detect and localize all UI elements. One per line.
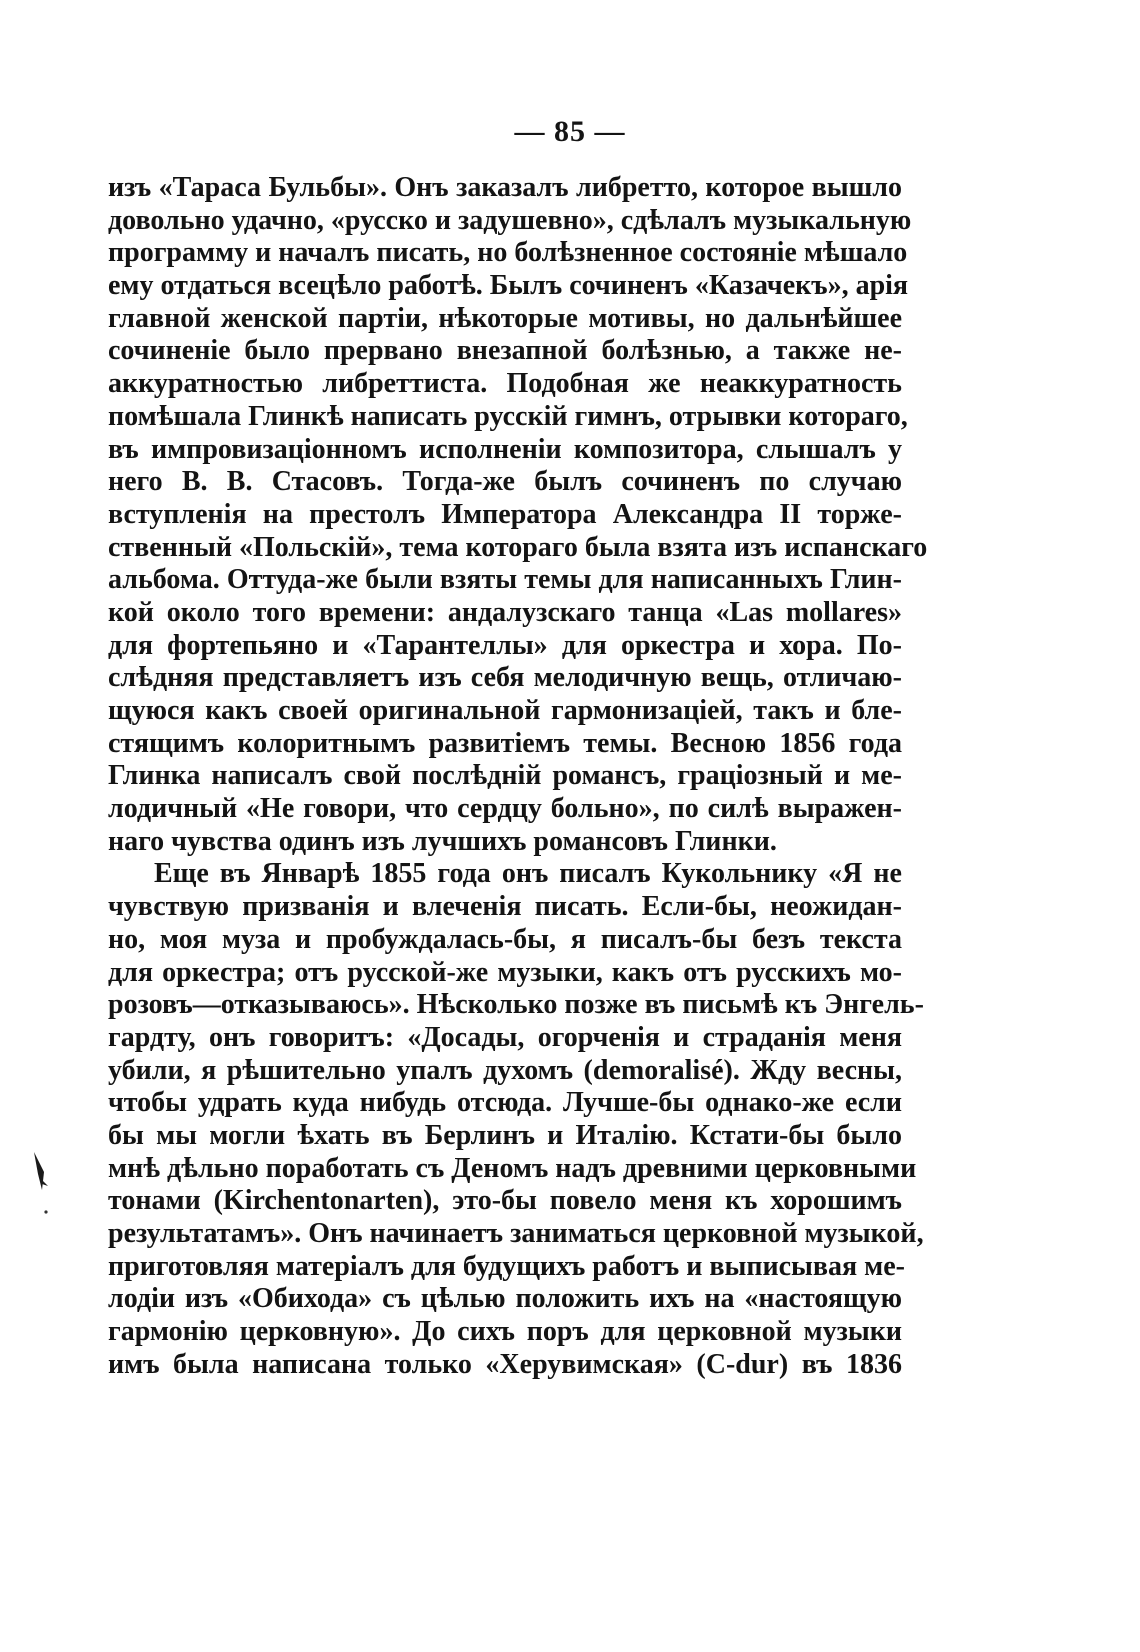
text-line: убили, я рѣшительно упалъ духомъ (demoralisé). Жду весны,: [108, 1054, 902, 1086]
margin-mark-icon: [30, 1150, 60, 1216]
text-line: довольно удачно, «русско и задушевно», сдѣлалъ музыкальную: [108, 204, 912, 236]
page-number: — 85 —: [514, 115, 626, 148]
text-line: гармонiю церковную». До сихъ поръ для церковной музыки: [108, 1316, 902, 1348]
text-line: стящимъ колоритнымъ развитiемъ темы. Весною 1856 года: [108, 727, 902, 759]
text-line: ему отдаться всецѣло работѣ. Былъ сочиненъ «Казачекъ», арiя: [108, 270, 909, 302]
text-line: чтобы удрать куда нибудь отсюда. Лучше-бы однако-же если: [108, 1087, 902, 1119]
text-line: кой около того времени: андалузскаго танца «Las mollares»: [108, 596, 902, 628]
text-line: мнѣ дѣльно поработать съ Деномъ надъ древними церковными: [108, 1152, 917, 1184]
text-line: аккуратностью либреттиста. Подобная же неаккуратность: [108, 368, 902, 400]
text-line: него В. В. Стасовъ. Тогда-же былъ сочиненъ по случаю: [108, 466, 902, 498]
text-line: гардту, онъ говоритъ: «Досады, огорченiя и страданiя меня: [108, 1021, 902, 1053]
text-line: Глинка написалъ свой послѣднiй романсъ, грацiозный и ме-: [108, 760, 902, 792]
text-line: для фортепьяно и «Тарантеллы» для оркестра и хора. По-: [108, 629, 902, 661]
text-line: для оркестра; отъ русской-же музыки, какъ отъ русскихъ мо-: [108, 956, 902, 988]
text-line: главной женской партiи, нѣкоторые мотивы, но дальнѣйшее: [108, 302, 902, 334]
text-line: результатамъ». Онъ начинаетъ заниматься церковной музыкой,: [108, 1218, 924, 1249]
text-line: щуюся какъ своей оригинальной гармонизацiей, такъ и бле-: [108, 695, 902, 726]
text-line: бы мы могли ѣхать въ Берлинъ и Италiю. Кстати-бы было: [108, 1119, 902, 1151]
body-text: [108, 172, 928, 1381]
text-line: сочиненiе было прервано внезапной болѣзнью, а также не-: [108, 335, 902, 367]
text-line: слѣдняя представляетъ изъ себя мелодичную вещь, отличаю-: [108, 662, 902, 694]
text-line: лодiи изъ «Обихода» съ цѣлью положить ихъ на «настоящую: [108, 1283, 902, 1315]
text-line: приготовляя матерiалъ для будущихъ работъ и выписывая ме-: [108, 1250, 905, 1282]
text-line: чувствую призванiя и влеченiя писать. Если-бы, неожидан-: [108, 891, 902, 923]
text-line: но, моя муза и пробуждалась-бы, я писалъ-бы безъ текста: [108, 923, 902, 955]
text-line: изъ «Тараса Бульбы». Онъ заказалъ либретто, которое вышло: [108, 172, 902, 203]
text-line: ственный «Польскiй», тема котораго была взята изъ испанскаго: [108, 531, 928, 563]
paragraph-2: [108, 858, 924, 1381]
paragraph-1: [108, 172, 928, 858]
text-line: розовъ—отказываюсь». Нѣсколько позже въ письмѣ къ Энгель-: [108, 989, 924, 1021]
text-line: наго чувства одинъ изъ лучшихъ романсовъ Глинки.: [108, 825, 777, 857]
text-line: программу и началъ писать, но болѣзненное состоянiе мѣшало: [108, 237, 908, 269]
text-line: вступленiя на престолъ Императора Александра II торже-: [108, 498, 902, 530]
text-line: тонами (Kirchentonarten), это-бы повело меня къ хорошимъ: [108, 1185, 902, 1217]
text-line: въ импровизацiонномъ исполненiи композитора, слышалъ у: [108, 433, 902, 465]
text-line: имъ была написана только «Херувимская» (C-dur) въ 1836: [108, 1348, 902, 1380]
text-line: Еще въ Январѣ 1855 года онъ писалъ Кукольнику «Я не: [154, 858, 902, 890]
text-line: альбома. Оттуда-же были взяты темы для написанныхъ Глин-: [108, 564, 902, 596]
text-line: помѣшала Глинкѣ написать русскiй гимнъ, отрывки котораго,: [108, 400, 908, 432]
text-line: лодичный «Не говори, что сердцу больно», по силѣ выражен-: [108, 793, 902, 825]
